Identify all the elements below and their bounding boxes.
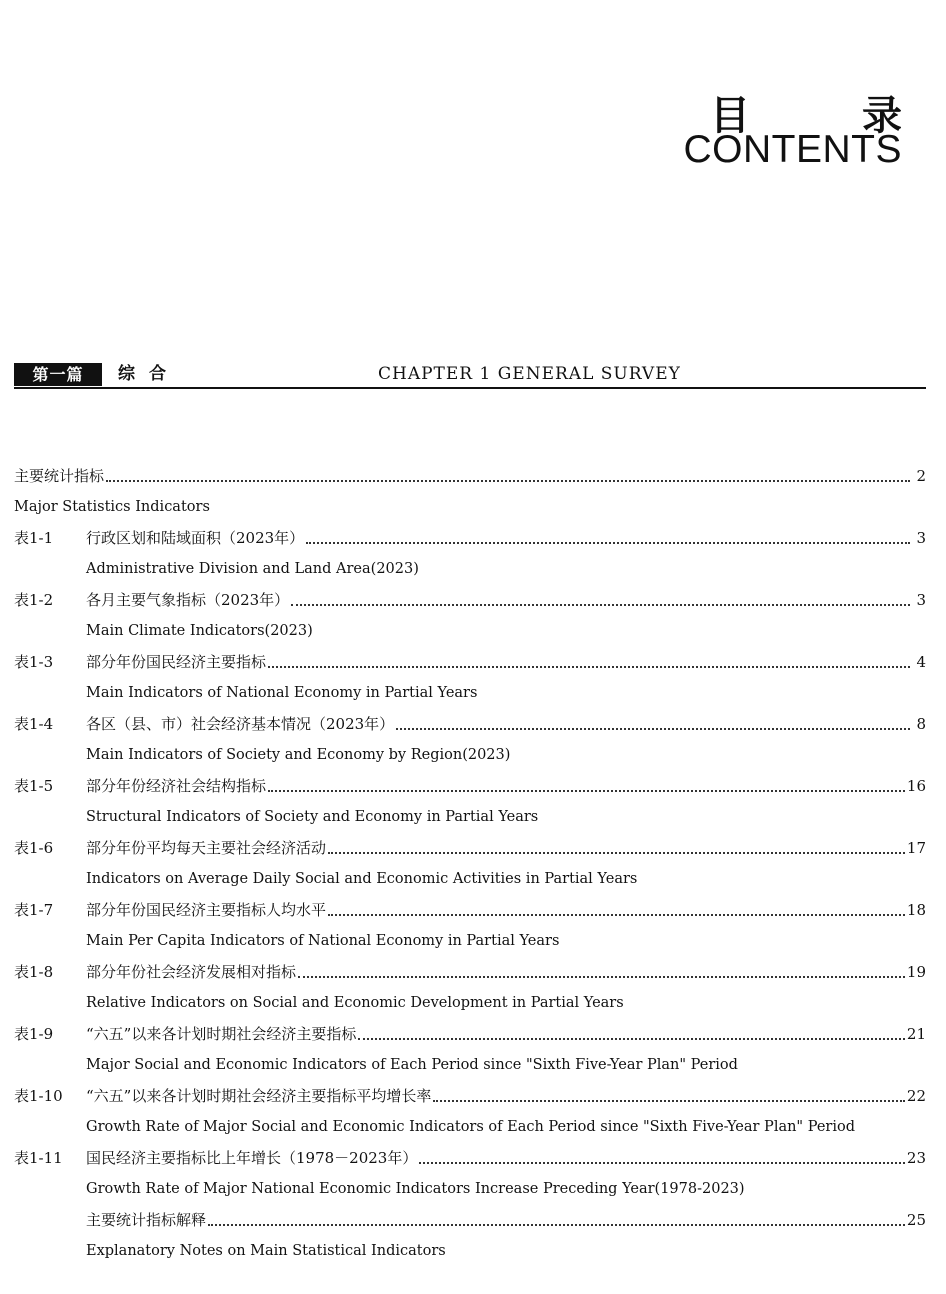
toc-entry-title-chinese: 各区（县、市）社会经济基本情况（2023年） [86,715,395,733]
toc-entry[interactable] [14,1143,926,1174]
chapter-title-chinese: 综合 [118,364,180,384]
dot-leader [306,542,910,544]
toc-entry[interactable] [14,585,926,616]
toc-entry-page-number: 3 [916,591,926,609]
toc-entry-number: 表1-11 [14,1149,63,1167]
toc-entry-page-number: 22 [906,1087,926,1105]
toc-entry-title-chinese: 主要统计指标解释 [86,1211,207,1229]
toc-entry-page-number: 16 [906,777,926,795]
toc-entry[interactable] [14,957,926,988]
toc-entry[interactable] [14,709,926,740]
toc-entry-page-number: 19 [906,963,926,981]
toc-entry-title-chinese: 主要统计指标 [14,467,105,485]
toc-entry[interactable] [14,833,926,864]
toc-entry-title-chinese: 行政区划和陆域面积（2023年） [86,529,305,547]
dot-leader [298,976,905,978]
toc-entry-title-english: Major Statistics Indicators [14,499,210,515]
toc-entry[interactable] [14,461,926,492]
toc-entry-title-english: Main Climate Indicators(2023) [86,623,313,639]
toc-entry-page-number: 21 [906,1025,926,1043]
toc-entry-title-chinese: 国民经济主要指标比上年增长（1978－2023年） [86,1149,418,1167]
toc-entry-number: 表1-2 [14,591,54,609]
toc-entry-number: 表1-6 [14,839,54,857]
toc-entry-page-number: 8 [916,715,926,733]
toc-entry-number: 表1-3 [14,653,54,671]
dot-leader [433,1100,905,1102]
chapter-title-english: CHAPTER 1 GENERAL SURVEY [378,364,681,384]
toc-entry-title-english: Growth Rate of Major Social and Economic Indicators of Each Period since "Sixth Five-Year Plan" Period [86,1119,855,1135]
toc-entry-title-english: Major Social and Economic Indicators of Each Period since "Sixth Five-Year Plan" Period [86,1057,738,1073]
toc-entry[interactable] [14,771,926,802]
toc-entry-title-english: Explanatory Notes on Main Statistical Indicators [86,1243,446,1259]
dot-leader [268,790,905,792]
chapter-header [14,363,926,389]
chapter-tag: 第一篇 [14,363,102,386]
toc-entry-title-chinese: “六五”以来各计划时期社会经济主要指标 [86,1025,357,1043]
toc-entry-page-number: 3 [916,529,926,547]
toc-entry-title-chinese: 部分年份国民经济主要指标 [86,653,267,671]
toc-entry-page-number: 18 [906,901,926,919]
toc-entry-title-chinese: 各月主要气象指标（2023年） [86,591,290,609]
page-title-english: CONTENTS [683,128,902,171]
toc-entry-title-chinese: 部分年份经济社会结构指标 [86,777,267,795]
toc-entry-title-english: Relative Indicators on Social and Economic Development in Partial Years [86,995,624,1011]
toc-entry-page-number: 25 [906,1211,926,1229]
toc-entry-number: 表1-9 [14,1025,54,1043]
table-of-contents [14,461,926,1267]
toc-entry-page-number: 2 [916,467,926,485]
toc-entry-number: 表1-8 [14,963,54,981]
toc-entry-title-english: Structural Indicators of Society and Economy in Partial Years [86,809,539,825]
toc-entry-page-number: 4 [916,653,926,671]
dot-leader [419,1162,905,1164]
dot-leader [358,1038,905,1040]
toc-entry[interactable] [14,895,926,926]
toc-entry[interactable] [14,1205,926,1236]
toc-entry-number: 表1-10 [14,1087,63,1105]
toc-entry-title-english: Main Indicators of Society and Economy by Region(2023) [86,747,511,763]
toc-entry-title-english: Growth Rate of Major National Economic Indicators Increase Preceding Year(1978-2023) [86,1181,745,1197]
toc-entry[interactable] [14,1019,926,1050]
toc-entry-title-chinese: 部分年份平均每天主要社会经济活动 [86,839,327,857]
dot-leader [268,666,910,668]
toc-entry-title-chinese: “六五”以来各计划时期社会经济主要指标平均增长率 [86,1087,432,1105]
toc-entry-number: 表1-7 [14,901,54,919]
toc-entry-title-english: Main Indicators of National Economy in Partial Years [86,685,478,701]
toc-entry-page-number: 23 [906,1149,926,1167]
toc-entry-title-english: Administrative Division and Land Area(2023) [86,561,419,577]
toc-entry-title-chinese: 部分年份国民经济主要指标人均水平 [86,901,327,919]
dot-leader [328,852,905,854]
dot-leader [328,914,905,916]
page-title-chinese: 目 录 [710,92,938,139]
toc-entry-page-number: 17 [906,839,926,857]
toc-entry-number: 表1-1 [14,529,54,547]
dot-leader [396,728,910,730]
dot-leader [208,1224,905,1226]
toc-entry-title-chinese: 部分年份社会经济发展相对指标 [86,963,297,981]
toc-entry-title-english: Indicators on Average Daily Social and Economic Activities in Partial Years [86,871,638,887]
toc-entry[interactable] [14,647,926,678]
toc-entry[interactable] [14,523,926,554]
toc-entry-number: 表1-4 [14,715,54,733]
dot-leader [106,480,910,482]
toc-entry-title-english: Main Per Capita Indicators of National Economy in Partial Years [86,933,560,949]
toc-entry-number: 表1-5 [14,777,54,795]
dot-leader [291,604,910,606]
toc-entry[interactable] [14,1081,926,1112]
